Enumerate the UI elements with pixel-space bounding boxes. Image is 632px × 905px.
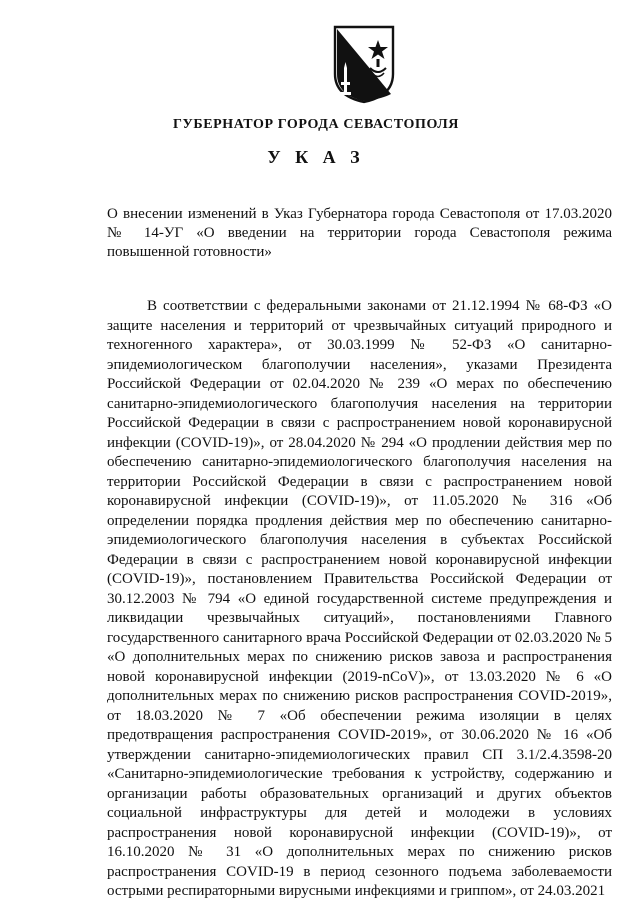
issuer-title: ГУБЕРНАТОР ГОРОДА СЕВАСТОПОЛЯ xyxy=(172,117,460,132)
document-type: У К А З xyxy=(267,147,365,167)
decree-subject: О внесении изменений в Указ Губернатора города Севастополя от 17.03.2020 № 14-УГ «О введении на территории города Севастополя режима повышенной готовности» xyxy=(107,206,612,260)
decree-body-paragraph: В соответствии с федеральными законами от 21.12.1994 № 68-ФЗ «О защите населения и территорий от чрезвычайных ситуаций природного и техногенного характера», от 30.03.1999 № 52-ФЗ «О санитарно-эпидемиологическом благополучии населения», указами Президента Российской Федерации от 02.04.2020 № 239 «О мерах по обеспечению санитарно-эпидемиологического благополучия населения на территории Российской Федерации в связи с распространением новой коронавирусной инфекции (COVID-19)», от 28.04.2020 № 294 «О продлении действия мер по обеспечению санитарно-эпидемиологического благополучия населения на территории Российской Федерации в связи с распространением новой коронавирусной инфекции (COVID-19)», от 11.05.2020 № 316 «Об определении порядка продления действия мер по обеспечению санитарно-эпидемиологического благополучия населения в субъектах Российской Федерации в связи с распространением новой коронавирусной инфекции (COVID-19)», постановлением Правительства Российской Федерации от 30.12.2003 № 794 «О единой государственной системе предупреждения и ликвидации чрезвычайных ситуаций», постановлениями Главного государственного санитарного врача Российской Федерации от 02.03.2020 № 5 «О дополнительных мерах по снижению рисков завоза и распространения новой коронавирусной инфекции (2019-nCoV)», от 13.03.2020 № 6 «О дополнительных мерах по снижению рисков распространения COVID-2019», от 18.03.2020 № 7 «Об обеспечении режима изоляции в целях предотвращения распространения COVID-2019», от 30.06.2020 № 16 «Об утверждении санитарно-эпидемиологических правил СП 3.1/2.4.3598-20 «Санитарно-эпидемиологические требования к устройству, содержанию и организации работы образовательных организаций и других объектов социальной инфраструктуры для детей и молодежи в условиях распространения новой коронавирусной инфекции (COVID-19)», от 16.10.2020 № 31 «О дополнительных мерах по снижению рисков распространения COVID-19 в период сезонного подъема заболеваемости острыми респираторными вирусными инфекциями и гриппом», от 24.03.2021 xyxy=(107,298,612,899)
sevastopol-coat-of-arms-icon xyxy=(332,24,396,104)
